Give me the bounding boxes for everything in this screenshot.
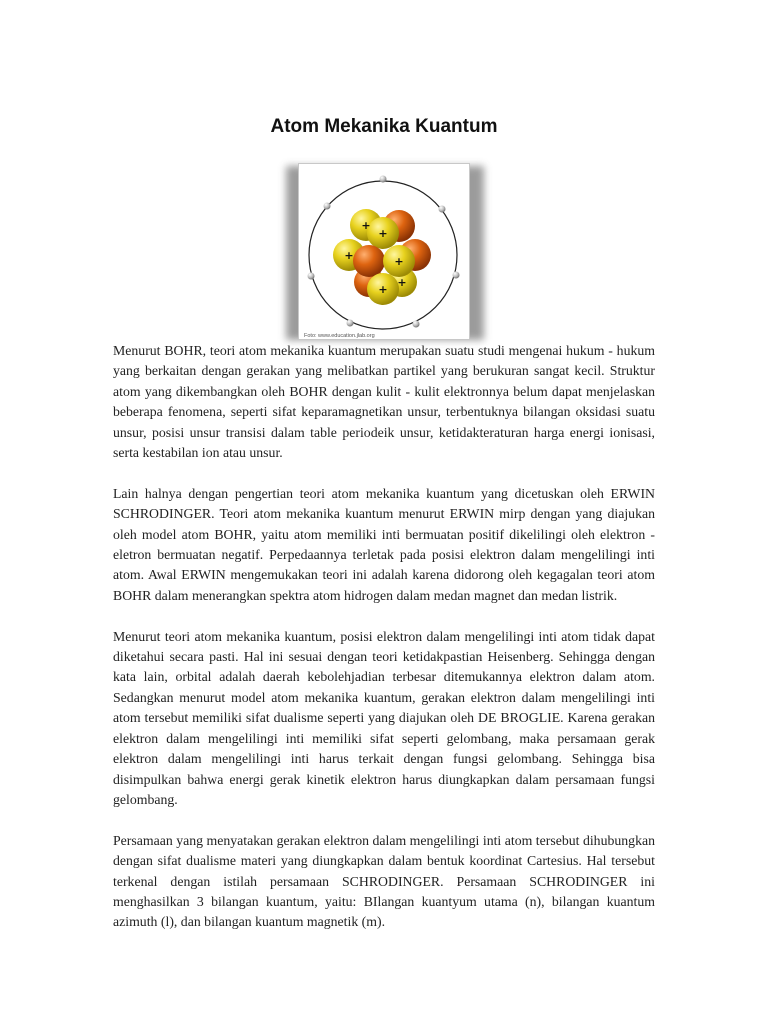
electron — [380, 176, 387, 183]
plus-sign: + — [344, 249, 354, 262]
electron — [439, 206, 446, 213]
electron — [324, 203, 331, 210]
plus-sign: + — [394, 255, 404, 268]
paragraph: Menurut BOHR, teori atom mekanika kuantum merupakan suatu studi mengenai hukum - hukum yang berkaitan dengan gerakan yang melibatkan partikel yang berukuran sangat kecil. Struktur atom yang dikembangkan oleh BOHR dengan kulit - kulit elektronnya belum dapat menjelaskan beberapa fenomena, seperti sifat keparamagnetikan unsur, terbentuknya bilangan oksidasi suatu unsur, posisi unsur transisi dalam table periodeik unsur, ketidakteraturan harga energi ionisasi, serta kestabilan ion atau unsur. — [113, 343, 655, 461]
plus-sign: + — [378, 227, 388, 240]
electron — [413, 321, 420, 328]
atom-figure — [282, 160, 488, 344]
figure-frame — [298, 163, 470, 340]
atom-illustration — [299, 164, 469, 339]
electron — [308, 273, 315, 280]
document-title: Atom Mekanika Kuantum — [270, 116, 498, 137]
plus-sign: + — [378, 283, 388, 296]
paragraph: Lain halnya dengan pengertian teori atom mekanika kuantum yang dicetuskan oleh ERWIN SCHRODINGER. Teori atom mekanika kuantum menurut ERWIN mirp dengan yang diajukan oleh model atom BOHR, yaitu atom memiliki inti bermuatan positif dikelilingi oleh elektron - eletron bermuatan negatif. Perpedaannya terletak pada posisi elektron dalam mengelilingi inti atom. Awal ERWIN mengemukakan teori ini adalah karena didorong oleh kegagalan teori atom BOHR dalam menerangkan spektra atom hidrogen dalam medan magnet dan medan listrik. — [113, 485, 655, 603]
electron — [347, 320, 354, 327]
paragraph: Menurut teori atom mekanika kuantum, posisi elektron dalam mengelilingi inti atom tidak dapat diketahui secara pasti. Hal ini sesuai dengan teori ketidakpastian Heisenberg. Sehingga dengan kata lain, orbital adalah daerah kebolehjadian terbesar ditemukannya elektron dalam atom. Sedangkan menurut model atom mekanika kuantum, gerakan elektron dalam mengelilingi inti atom tersebut memiliki sifat dualisme seperti yang diajukan oleh DE BROGLIE. Karena gerakan elektron dalam mengelilingi inti memiliki sifat seperti gelombang, maka persamaan gerak elektron dalam mengelilingi inti harus terkait dengan fungsi gelombang. Sehingga bisa disimpulkan bahwa energi gerak kinetik elektron harus diungkapkan dalam persamaan fungsi gelombang. — [113, 628, 655, 807]
electron — [453, 272, 460, 279]
paragraph: Persamaan yang menyatakan gerakan elektron dalam mengelilingi inti atom tersebut dihubungkan dengan sifat dualisme materi yang diungkapkan dalam bentuk koordinat Cartesius. Hal tersebut terkenal dengan istilah persamaan SCHRODINGER. Persamaan SCHRODINGER ini menghasilkan 3 bilangan kuantum, yaitu: BIlangan kuantyum utama (n), bilangan kuantum azimuth (l), dan bilangan kuantum magnetik (m). — [113, 832, 655, 930]
neutron — [353, 245, 385, 277]
figure-caption: Foto: www.education.jlab.org — [304, 333, 375, 339]
document-body — [113, 341, 655, 953]
plus-sign: + — [397, 276, 407, 289]
plus-sign: + — [361, 219, 371, 232]
